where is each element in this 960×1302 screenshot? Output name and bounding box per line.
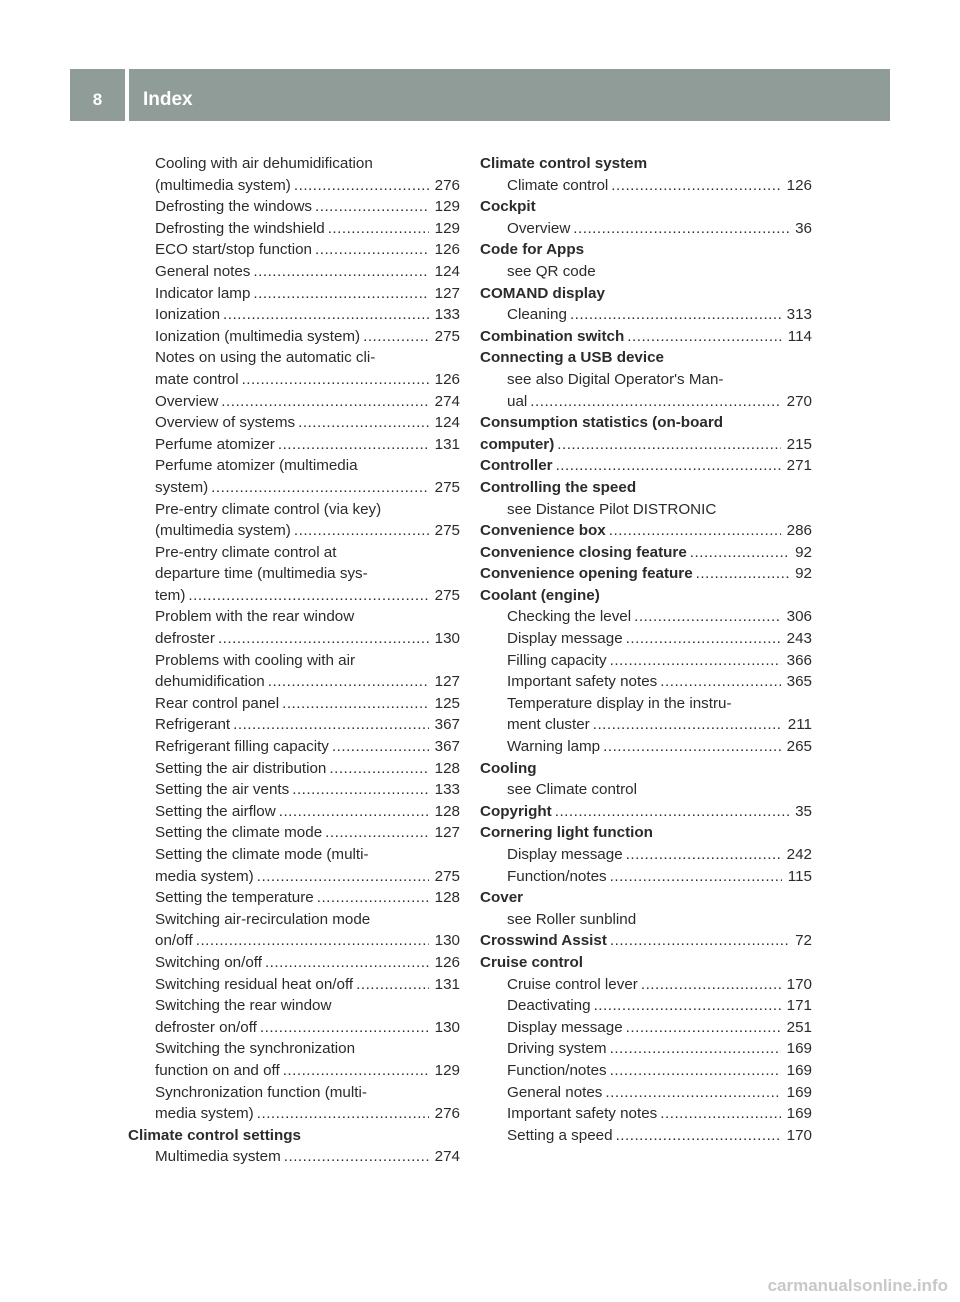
entry-page-number: 243 [786,630,812,648]
index-subentry [128,714,460,736]
dot-leader [626,844,781,866]
entry-label: Setting the air distribution [155,759,327,777]
index-heading: Climate control system [480,155,648,172]
index-subentry [480,650,812,672]
entry-page-number: 129 [434,198,460,216]
dot-leader [268,671,429,693]
dot-leader [530,391,780,413]
dot-leader [188,585,428,607]
dot-leader [660,1103,780,1125]
entry-page-number: 367 [434,716,460,734]
entry-page-number: 131 [434,435,460,453]
entry-page-number: 128 [434,889,460,907]
entry-label: (multimedia system) [155,522,291,540]
dot-leader [605,1082,780,1104]
entry-label: Multimedia system [155,1148,281,1166]
dot-leader [609,520,781,542]
entry-page-number: 124 [434,262,460,280]
dot-leader [278,434,429,456]
index-subentry [128,628,460,650]
index-subentry-text: Problem with the rear window [155,608,355,626]
dot-leader [594,995,781,1017]
entry-page-number: 127 [434,284,460,302]
index-heading-entry [480,520,812,542]
entry-label: Convenience opening feature [480,565,693,583]
entry-page-number: 251 [786,1018,812,1036]
entry-page-number: 265 [786,738,812,756]
index-heading-entry [480,563,812,585]
entry-page-number: 211 [787,716,812,734]
entry-label: mate control [155,370,239,388]
entry-page-number: 366 [786,651,812,669]
entry-label: tem) [155,586,186,604]
dot-leader [294,175,429,197]
index-subentry [480,736,812,758]
index-subentry [480,304,812,326]
dot-leader [660,671,780,693]
index-heading-entry [480,434,812,456]
index-subentry [128,866,460,888]
entry-page-number: 169 [786,1105,812,1123]
entry-page-number: 275 [434,867,460,885]
dot-leader [221,391,428,413]
entry-page-number: 275 [434,327,460,345]
index-subentry-text: Switching the synchronization [155,1040,356,1058]
dot-leader [233,714,429,736]
entry-label: on/off [155,932,193,950]
entry-page-number: 130 [434,932,460,950]
index-subentry [128,974,460,996]
index-heading-entry [480,326,812,348]
dot-leader [315,196,429,218]
entry-page-number: 133 [434,306,460,324]
entry-label: Perfume atomizer [155,435,275,453]
dot-leader [641,974,781,996]
index-heading-entry [480,930,812,952]
entry-label: Switching residual heat on/off [155,975,354,993]
dot-leader [610,650,781,672]
dot-leader [555,801,789,823]
index-subentry [480,606,812,628]
index-subentry [128,671,460,693]
index-subentry-text: see Climate control [507,781,637,799]
index-subentry-text: Perfume atomizer (multimedia [155,457,358,475]
index-subentry [128,369,460,391]
index-subentry-text: Cooling with air dehumidification [155,155,373,172]
index-subentry [128,1103,460,1125]
index-subentry-text: Temperature display in the instru- [507,694,732,712]
entry-page-number: 92 [795,543,812,561]
dot-leader [282,693,429,715]
index-heading: Climate control settings [128,1126,301,1144]
entry-label: media system) [155,1105,254,1123]
index-subentry [480,844,812,866]
index-subentry [128,736,460,758]
dot-leader [211,477,429,499]
entry-page-number: 92 [795,565,812,583]
index-subentry [128,196,460,218]
index-subentry-text: Switching air-recirculation mode [155,910,371,928]
index-subentry [480,995,812,1017]
index-subentry [128,758,460,780]
entry-page-number: 215 [786,435,812,453]
index-subentry-text: Problems with cooling with air [155,651,356,669]
dot-leader [356,974,429,996]
entry-page-number: 130 [434,630,460,648]
index-subentry [480,391,812,413]
index-subentry-text: see Roller sunblind [507,910,637,928]
entry-label: Overview [507,219,571,237]
index-subentry [128,175,460,197]
entry-label: Ionization (multimedia system) [155,327,361,345]
section-title: Index [143,89,193,110]
dot-leader [593,714,782,736]
entry-label: General notes [155,262,251,280]
dot-leader [329,758,428,780]
dot-leader [610,1060,781,1082]
dot-leader [626,1017,781,1039]
dot-leader [315,239,429,261]
entry-label: Warning lamp [507,738,601,756]
entry-label: computer) [480,435,555,453]
index-subentry [128,391,460,413]
entry-label: Filling capacity [507,651,607,669]
dot-leader [294,520,429,542]
entry-page-number: 133 [434,781,460,799]
index-subentry-text: Notes on using the automatic cli- [155,349,376,367]
index-heading: Cover [480,889,524,907]
index-subentry [480,671,812,693]
dot-leader [610,930,789,952]
header-divider [125,69,129,121]
entry-page-number: 126 [434,953,460,971]
index-subentry-text: see QR code [507,262,596,280]
page-header [70,69,890,121]
entry-label: ECO start/stop function [155,241,313,259]
index-subentry [480,1125,812,1147]
entry-page-number: 270 [786,392,812,410]
index-heading: Cockpit [480,198,536,216]
dot-leader [634,606,781,628]
dot-leader [363,326,429,348]
entry-page-number: 115 [787,867,812,885]
entry-page-number: 126 [434,370,460,388]
entry-page-number: 72 [795,932,812,950]
entry-page-number: 171 [786,997,812,1015]
index-subentry [128,952,460,974]
entry-label: Cleaning [507,306,567,324]
index-subentry [128,434,460,456]
dot-leader [690,542,789,564]
entry-page-number: 36 [795,219,812,237]
entry-label: Indicator lamp [155,284,251,302]
dot-leader [610,1038,781,1060]
entry-label: ment cluster [507,716,590,734]
dot-leader [627,326,782,348]
entry-page-number: 367 [434,738,460,756]
entry-label: Refrigerant filling capacity [155,738,329,756]
entry-label: Display message [507,630,623,648]
dot-leader [626,628,781,650]
index-subentry [480,1082,812,1104]
entry-label: Convenience box [480,522,606,540]
dot-leader [325,822,429,844]
index-subentry [128,304,460,326]
dot-leader [260,1017,429,1039]
index-heading-entry [480,455,812,477]
entry-page-number: 128 [434,759,460,777]
dot-leader [196,930,429,952]
index-subentry-text: Switching the rear window [155,997,332,1015]
entry-page-number: 275 [434,586,460,604]
entry-page-number: 170 [786,975,812,993]
entry-label: Setting the airflow [155,802,276,820]
dot-leader [298,412,429,434]
entry-label: Display message [507,1018,623,1036]
index-subentry [480,866,812,888]
index-subentry-text: Pre-entry climate control (via key) [155,500,382,518]
index-subentry [128,477,460,499]
dot-leader [332,736,429,758]
index-subentry [128,779,460,801]
entry-page-number: 169 [786,1061,812,1079]
index-heading-entry [480,542,812,564]
entry-label: Setting the air vents [155,781,290,799]
index-subentry [128,887,460,909]
entry-page-number: 274 [434,1148,460,1166]
dot-leader [218,628,429,650]
dot-leader [611,175,780,197]
entry-page-number: 127 [434,824,460,842]
entry-label: Overview of systems [155,414,296,432]
entry-page-number: 286 [786,522,812,540]
entry-label: dehumidification [155,673,265,691]
index-subentry-text: see Distance Pilot DISTRONIC [507,500,717,518]
index-subentry [480,218,812,240]
index-subentry-text: departure time (multimedia sys- [155,565,368,583]
entry-label: Defrosting the windows [155,198,313,216]
index-heading: Code for Apps [480,241,585,259]
entry-label: system) [155,478,209,496]
index-column-left [128,153,460,1168]
entry-page-number: 271 [786,457,812,475]
entry-label: Deactivating [507,997,591,1015]
entry-label: function on and off [155,1061,280,1079]
entry-page-number: 365 [786,673,812,691]
index-subentry [480,714,812,736]
dot-leader [328,218,429,240]
entry-page-number: 35 [795,802,812,820]
dot-leader [253,283,428,305]
index-subentry [128,261,460,283]
index-subentry [128,693,460,715]
entry-label: Refrigerant [155,716,231,734]
index-subentry [480,1060,812,1082]
entry-page-number: 306 [786,608,812,626]
entry-label: Checking the level [507,608,632,626]
page-number: 8 [92,90,103,109]
dot-leader [284,1146,429,1168]
entry-label: Function/notes [507,867,607,885]
entry-label: Overview [155,392,219,410]
entry-label: defroster on/off [155,1018,257,1036]
entry-label: media system) [155,867,254,885]
watermark: carmanualsonline.info [767,1276,948,1295]
index-heading: Coolant (engine) [480,586,600,604]
entry-label: Function/notes [507,1061,607,1079]
entry-page-number: 242 [786,846,812,863]
index-subentry [128,520,460,542]
index-heading: Cooling [480,759,537,777]
index-subentry [128,412,460,434]
dot-leader [257,1103,429,1125]
entry-label: Copyright [480,802,552,820]
dot-leader [317,887,429,909]
index-subentry [480,1103,812,1125]
entry-page-number: 131 [434,975,460,993]
index-subentry [128,326,460,348]
dot-leader [573,218,789,240]
index-subentry-text: Pre-entry climate control at [155,543,337,561]
index-heading: Controlling the speed [480,478,637,496]
entry-label: Ionization [155,306,221,324]
entry-label: Crosswind Assist [480,932,607,950]
dot-leader [292,779,428,801]
index-subentry-text: see also Digital Operator's Man- [507,370,724,388]
entry-label: Convenience closing feature [480,543,687,561]
dot-leader [265,952,429,974]
entry-page-number: 129 [434,219,460,237]
dot-leader [242,369,429,391]
entry-label: General notes [507,1083,603,1101]
entry-label: Setting a speed [507,1126,613,1144]
dot-leader [257,866,429,888]
index-subentry [480,974,812,996]
index-heading: Connecting a USB device [480,349,664,367]
entry-page-number: 276 [434,176,460,194]
index-subentry [128,1017,460,1039]
index-subentry [480,1038,812,1060]
entry-page-number: 126 [786,176,812,194]
index-subentry [480,1017,812,1039]
index-subentry [128,801,460,823]
entry-label: Setting the climate mode [155,824,323,842]
index-subentry [128,1146,460,1168]
dot-leader [603,736,781,758]
index-subentry [128,283,460,305]
entry-label: Display message [507,846,623,863]
entry-page-number: 170 [786,1126,812,1144]
entry-label: Important safety notes [507,673,658,691]
entry-page-number: 124 [434,414,460,432]
entry-page-number: 275 [434,522,460,540]
index-subentry-text: Synchronization function (multi- [155,1083,367,1101]
entry-page-number: 275 [434,478,460,496]
entry-label: ual [507,392,528,410]
entry-label: Controller [480,457,553,475]
entry-page-number: 169 [786,1083,812,1101]
entry-label: (multimedia system) [155,176,291,194]
dot-leader [570,304,781,326]
index-heading-entry [480,801,812,823]
dot-leader [283,1060,429,1082]
entry-label: Rear control panel [155,694,280,712]
index-subentry [480,628,812,650]
entry-page-number: 313 [786,306,812,324]
index-subentry-text: Setting the climate mode (multi- [155,846,369,863]
entry-label: Defrosting the windshield [155,219,325,237]
entry-page-number: 130 [434,1018,460,1036]
index-subentry [128,218,460,240]
dot-leader [696,563,789,585]
entry-page-number: 128 [434,802,460,820]
dot-leader [253,261,428,283]
dot-leader [616,1125,781,1147]
entry-label: Combination switch [480,327,625,345]
entry-page-number: 127 [434,673,460,691]
dot-leader [279,801,429,823]
index-heading: Cruise control [480,953,583,971]
dot-leader [223,304,429,326]
entry-page-number: 114 [787,327,812,345]
index-subentry [128,239,460,261]
entry-label: Important safety notes [507,1105,658,1123]
entry-label: Climate control [507,176,609,194]
dot-leader [610,866,782,888]
entry-label: Switching on/off [155,953,262,971]
entry-page-number: 125 [434,694,460,712]
dot-leader [556,455,781,477]
index-heading: COMAND display [480,284,605,302]
entry-page-number: 276 [434,1105,460,1123]
index-column-right [480,153,812,1146]
entry-page-number: 126 [434,241,460,259]
dot-leader [557,434,780,456]
index-subentry [128,585,460,607]
entry-page-number: 169 [786,1040,812,1058]
index-subentry [128,1060,460,1082]
index-subentry [128,930,460,952]
index-heading: Cornering light function [480,824,653,842]
entry-label: Cruise control lever [507,975,638,993]
entry-label: Setting the temperature [155,889,314,907]
entry-page-number: 129 [434,1061,460,1079]
entry-label: defroster [155,630,215,648]
index-heading: Consumption statistics (on-board [480,414,723,432]
entry-page-number: 274 [434,392,460,410]
entry-label: Driving system [507,1040,607,1058]
index-subentry [480,175,812,197]
index-subentry [128,822,460,844]
